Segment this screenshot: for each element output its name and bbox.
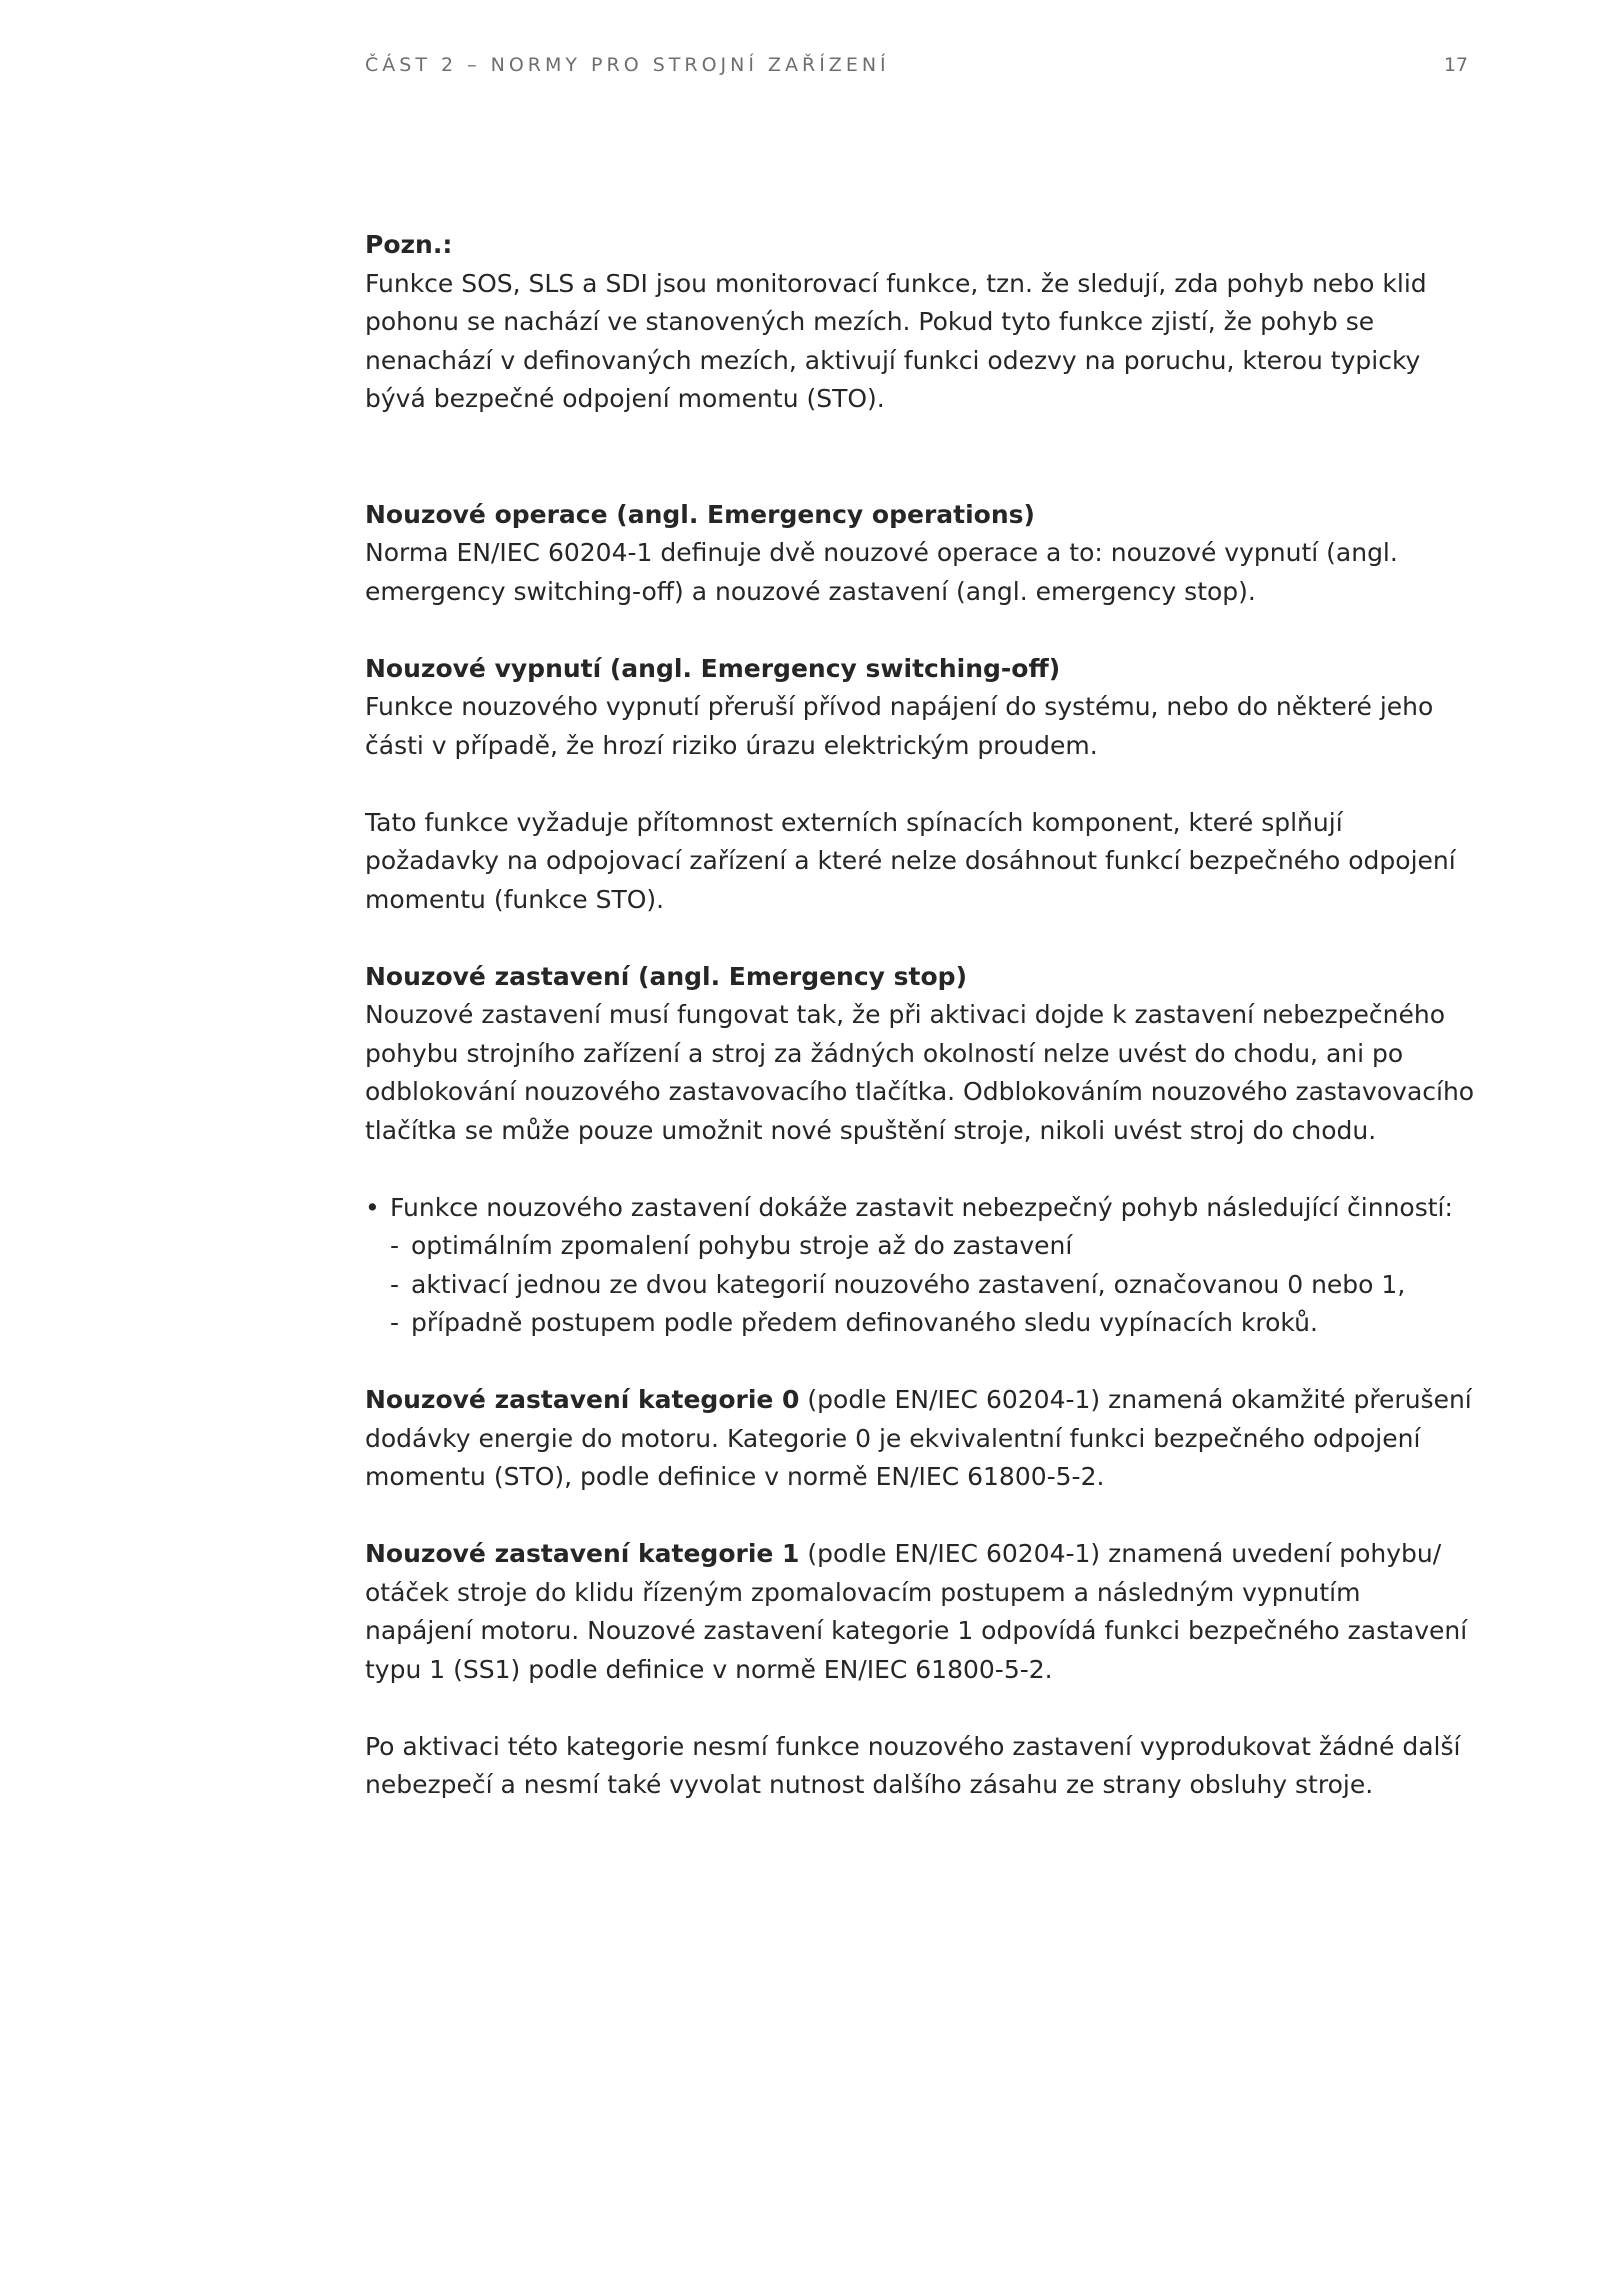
emergency-stop-heading: Nouzové zastavení (angl. Emergency stop): [365, 961, 967, 991]
dash-marker: -: [390, 1308, 400, 1337]
note-section: [365, 226, 1475, 419]
bullet-list: [365, 1189, 1475, 1343]
document-body: [365, 226, 1475, 1805]
sub-list: [390, 1227, 1475, 1343]
category-1-lead: Nouzové zastavení kategorie 1: [365, 1539, 800, 1568]
category-0-text-wrapper: [365, 1381, 1475, 1497]
emergency-switching-off-text: Funkce nouzového vypnutí přeruší přívod napájení do systému, nebo do některé jeho části v případě, že hrozí riziko úrazu elektrickým proudem.: [365, 692, 1434, 760]
sub-list-item: [390, 1304, 1475, 1343]
emergency-switching-off-section: [365, 650, 1475, 766]
category-1-paragraph: [365, 1535, 1475, 1689]
sub-list-text: optimálním zpomalení pohybu stroje až do zastavení: [411, 1231, 1073, 1260]
sub-list-item: [390, 1266, 1475, 1305]
category-0-paragraph: [365, 1381, 1475, 1497]
closing-text: Po aktivaci této kategorie nesmí funkce nouzového zastavení vyprodukovat žádné další nebezpečí a nesmí také vyvolat nutnost dalšího zásahu ze strany obsluhy stroje.: [365, 1731, 1461, 1799]
sub-list-text: případně postupem podle předem definovaného sledu vypínacích kroků.: [411, 1308, 1318, 1337]
note-text: Funkce SOS, SLS a SDI jsou monitorovací funkce, tzn. že sledují, zda pohyb nebo klid pohonu se nachází ve stanovených mezích. Pokud tyto funkce zjistí, že pohyb se nenachází v definovaných mezích, aktivují funkci odezvy na poruchu, kterou typicky bývá bezpečné odpojení momentu (STO).: [365, 268, 1427, 413]
page-header: [365, 54, 1468, 84]
category-0-text: (podle EN/IEC 60204-1) znamená okamžité přerušení dodávky energie do motoru. Kategorie 0 je ekvivalentní funkci bezpečného odpojení momentu (STO), podle definice v normě EN/IEC 61800-5-2.: [365, 1385, 1472, 1491]
sub-list-item: [390, 1227, 1475, 1266]
list-item: [365, 1189, 1475, 1343]
emergency-stop-section: [365, 958, 1475, 1151]
emergency-operations-text: Norma EN/IEC 60204-1 definuje dvě nouzové operace a to: nouzové vypnutí (angl. emergency switching-off) a nouzové zastavení (angl. emergency stop).: [365, 538, 1398, 606]
closing-paragraph: [365, 1728, 1475, 1805]
bullet-text: Funkce nouzového zastavení dokáže zastavit nebezpečný pohyb následující činností:: [390, 1192, 1453, 1222]
emergency-stop-text: Nouzové zastavení musí fungovat tak, že při aktivaci dojde k zastavení nebezpečného pohybu strojního zařízení a stroj za žádných okolností nelze uvést do chodu, ani po odblokování nouzového zastavovacího tlačítka. Odblokováním nouzového zastavovacího tlačítka se může pouze umožnit nové spuštění stroje, nikoli uvést stroj do chodu.: [365, 1000, 1475, 1145]
sub-list-text: aktivací jednou ze dvou kategorií nouzového zastavení, označovanou 0 nebo 1,: [411, 1269, 1406, 1299]
emergency-operations-section: [365, 496, 1475, 612]
external-components-text: Tato funkce vyžaduje přítomnost externích spínacích komponent, které splňují požadavky na odpojovací zařízení a které nelze dosáhnout funkcí bezpečného odpojení momentu (funkce STO).: [365, 807, 1456, 914]
bullet-marker: •: [365, 1192, 380, 1222]
emergency-operations-heading: Nouzové operace (angl. Emergency operations): [365, 499, 1035, 529]
emergency-switching-off-heading: Nouzové vypnutí (angl. Emergency switching-off): [365, 653, 1061, 683]
category-1-text-wrapper: [365, 1535, 1475, 1689]
section-title: ČÁST 2 – NORMY PRO STROJNÍ ZAŘÍZENÍ: [365, 54, 890, 76]
external-components-paragraph: [365, 804, 1475, 920]
category-0-lead: Nouzové zastavení kategorie 0: [365, 1385, 800, 1414]
category-1-text: (podle EN/IEC 60204-1) znamená uvedení pohybu/ otáček stroje do klidu řízeným zpomalovacím postupem a následným vypnutím napájení motoru. Nouzové zastavení kategorie 1 odpovídá funkci bezpečného zastavení typu 1 (SS1) podle definice v normě EN/IEC 61800-5-2.: [365, 1539, 1468, 1684]
dash-marker: -: [390, 1269, 400, 1299]
dash-marker: -: [390, 1231, 400, 1260]
page-number: 17: [1443, 54, 1468, 76]
stop-methods-list-section: [365, 1189, 1475, 1343]
note-heading: Pozn.:: [365, 230, 453, 259]
